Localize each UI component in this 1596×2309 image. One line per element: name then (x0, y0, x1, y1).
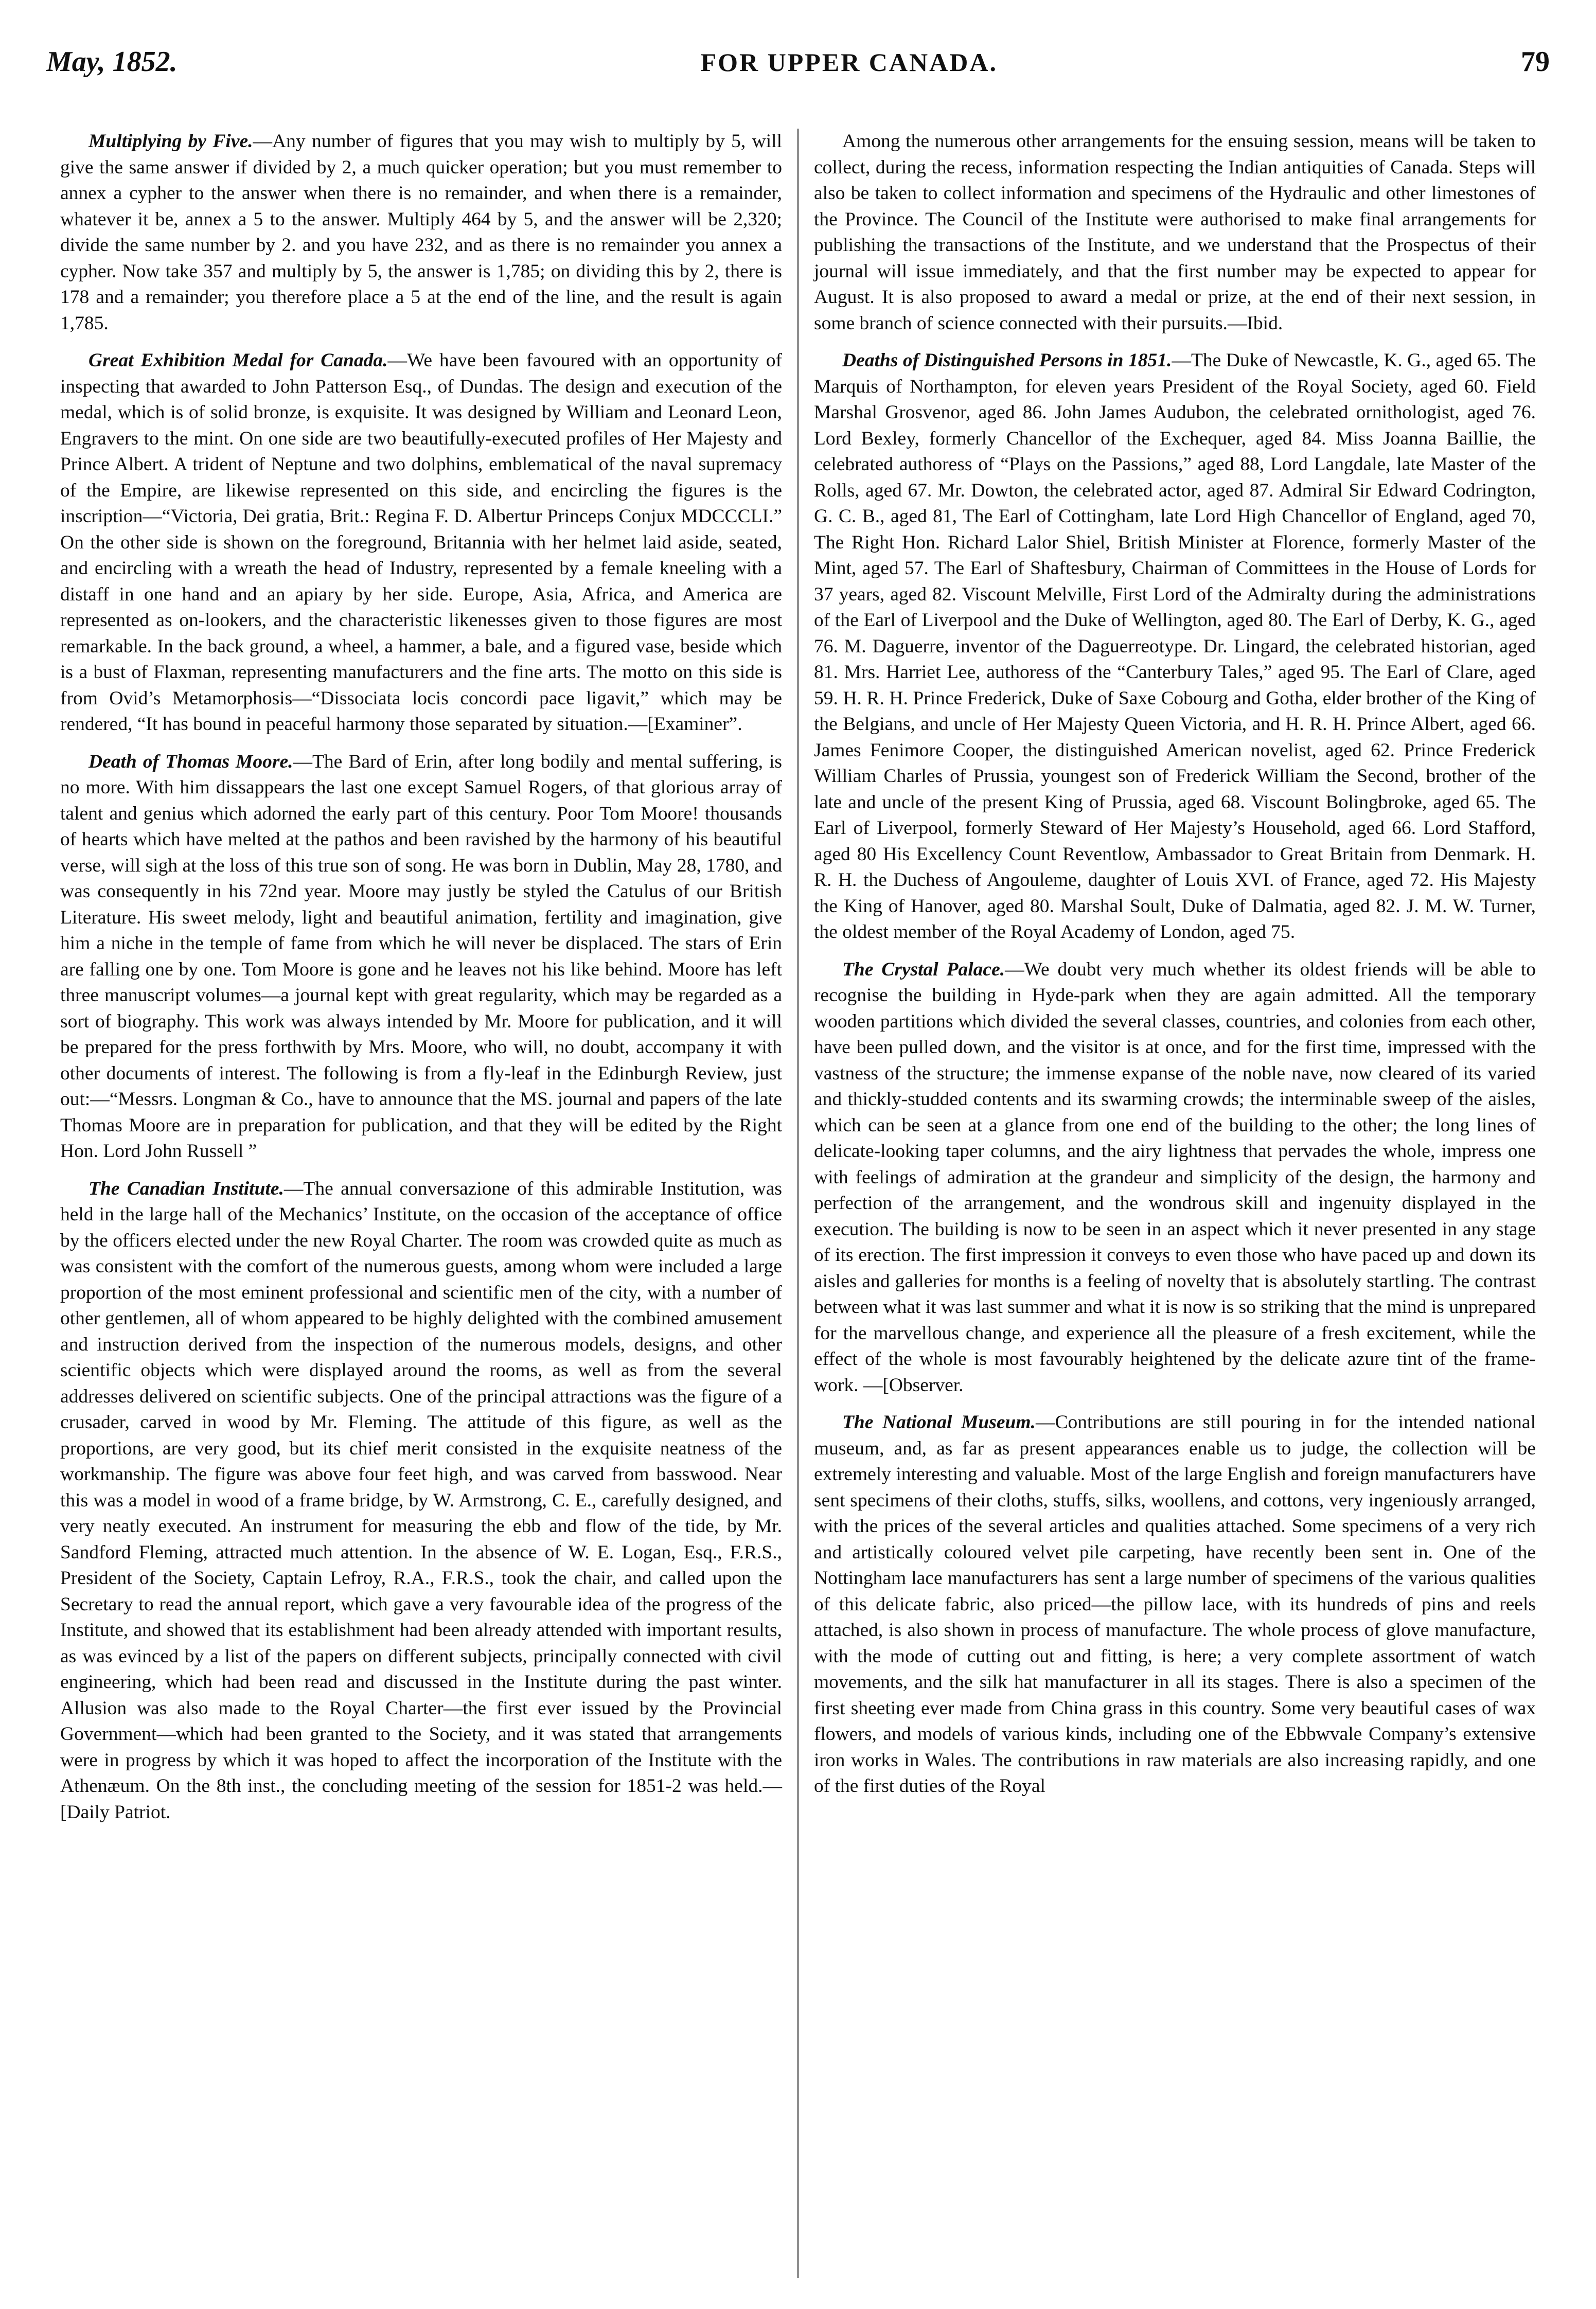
article-body: —The Duke of Newcastle, K. G., aged 65. The Marquis of Northampton, for eleven years President of the Royal Society, aged 60. Field Marshal Grosvenor, aged 86. John James Audubon, the celebrated ornithologist, aged 76. Lord Bexley, formerly Chancellor of the Exchequer, aged 84. Miss Joanna Baillie, the celebrated authoress of “Plays on the Passions,” aged 88, Lord Langdale, late Master of the Rolls, aged 67. Mr. Dowton, the celebrated actor, aged 87. Admiral Sir Edward Codrington, G. C. B., aged 81, The Earl of Cottingham, late Lord High Chancellor of England, aged 70, The Right Hon. Richard Lalor Shiel, British Minister at Florence, formerly Master of the Mint, aged 57. The Earl of Shaftesbury, Chairman of Committees in the House of Lords for 37 years, aged 82. Viscount Melville, First Lord of the Admiralty during the administrations of the Earl of Liverpool and the Duke of Wellington, aged 80. The Earl of Derby, K. G., aged 76. M. Daguerre, inventor of the Daguerreotype. Dr. Lingard, the celebrated historian, aged 81. Mrs. Harriet Lee, authoress of the “Canterbury Tales,” aged 95. The Earl of Clare, aged 59. H. R. H. Prince Frederick, Duke of Saxe Cobourg and Gotha, elder brother of the King of the Belgians, and uncle of Her Majesty Queen Victoria, and H. R. H. Prince Albert, aged 66. James Fenimore Cooper, the distinguished American novelist, aged 62. Prince Frederick William Charles of Prussia, youngest son of Frederick William the Second, brother of the late and uncle of the present King of Prussia, aged 68. Viscount Bolingbroke, aged 65. The Earl of Liverpool, formerly Steward of Her Majesty’s Household, aged 66. Lord Stafford, aged 80 His Excellency Count Reventlow, Ambassador to Great Britain from Denmark. H. R. H. the Duchess of Angouleme, daughter of Louis XVI. of France, aged 72. His Majesty the King of Hanover, aged 80. Marshal Soult, Duke of Dalmatia, aged 82. J. M. W. Turner, the oldest member of the Royal Academy of London, aged 75. (814, 350, 1536, 943)
article-body: —Contributions are still pouring in for the intended national museum, and, as far as present appearances enable us to judge, the collection will be extremely interesting and valuable. Most of the large English and foreign manufacturers have sent specimens of their cloths, stuffs, silks, woollens, and cottons, very ingeniously arranged, with the prices of the several articles and qualities attached. Some specimens of a very rich and artistically coloured velvet pile carpeting, have recently been sent in. One of the Nottingham lace manufacturers has sent a large number of specimens of the various qualities of this delicate fabric, also priced—the pillow lace, with its hundreds of pins and reels attached, is also shown in process of manufacture. The whole process of glove manufacture, with the mode of cutting out and fitting, is here; a very complete assortment of watch movements, and the silk hat manufacturer in all its stages. There is also a specimen of the first sheeting ever made from China grass in this country. Some very beautiful cases of wax flowers, and models of various kinds, including one of the Ebbwvale Company’s extensive iron works in Wales. The contributions in raw materials are also increasing rapidly, and one of the first duties of the Royal (814, 1412, 1536, 1797)
running-header (46, 45, 1550, 92)
article-death-of-thomas-moore (60, 749, 782, 1165)
article-headline: Deaths of Distinguished Persons in 1851. (842, 350, 1172, 371)
article-headline: Death of Thomas Moore. (88, 751, 293, 772)
article-headline: The Canadian Institute. (88, 1178, 284, 1199)
column-divider (797, 129, 799, 2278)
article-body: —The Bard of Erin, after long bodily and mental suffering, is no more. With him dissappears the last one except Samuel Rogers, of that glorious array of talent and genius which adorned the early part of this century. Poor Tom Moore! thousands of hearts which have melted at the pathos and been ravished by the harmony of his beautiful verse, will sigh at the loss of this true son of song. He was born in Dublin, May 28, 1780, and was consequently in his 72nd year. Moore may justly be styled the Catulus of our British Literature. His sweet melody, light and beautiful animation, fertility and imagination, give him a niche in the temple of fame from which he will never be displaced. The stars of Erin are falling one by one. Tom Moore is gone and he leaves not his like behind. Moore has left three manuscript volumes—a journal kept with great regularity, which may be regarded as a sort of biography. This work was always intended by Mr. Moore for publication, and it will be prepared for the press forthwith by Mrs. Moore, who will, no doubt, accompany it with other documents of interest. The following is from a fly-leaf in the Edinburgh Review, just out:—“Messrs. Longman & Co., have to announce that the MS. journal and papers of the late Thomas Moore are in preparation for publication, and that they will be edited by the Right Hon. Lord John Russell ” (60, 751, 782, 1162)
article-headline: The National Museum. (842, 1412, 1036, 1433)
article-canadian-institute (60, 1176, 782, 1826)
article-body: —We have been favoured with an opportunity of inspecting that awarded to John Patterson Esq., of Dundas. The design and execution of the medal, which is of solid bronze, is exquisite. It was designed by William and Leonard Leon, Engravers to the mint. On one side are two beautifully-executed profiles of Her Majesty and Prince Albert. A trident of Neptune and two dolphins, emblematical of the naval supremacy of the Empire, are likewise represented on this side, and encircling the figures is the inscription—“Victoria, Dei gratia, Brit.: Regina F. D. Albertur Princeps Conjux MDCCCLI.” On the other side is shown on the foreground, Britannia with her helmet laid aside, seated, and encircling with a wreath the head of Industry, represented by a female kneeling with a distaff in one hand and an apiary by her side. Europe, Asia, Africa, and America are represented as on-lookers, and the characteristic likenesses given to those figures are most remarkable. In the back ground, a wheel, a hammer, a bale, and a figured vase, beside which is a bust of Flaxman, representing manufacturers and the fine arts. The motto on this side is from Ovid’s Metamorphosis—“Dissociata locis concordi pace ligavit,” which may be rendered, “It has bound in peaceful harmony those separated by situation.—[Examiner”. (60, 350, 782, 735)
article-headline: Multiplying by Five. (88, 131, 253, 152)
article-headline: The Crystal Palace. (842, 958, 1005, 980)
article-national-museum (814, 1410, 1536, 1800)
article-body: —The annual conversazione of this admirable Institution, was held in the large hall of the Mechanics’ Institute, on the occasion of the acceptance of office by the officers elected under the new Royal Charter. The room was crowded quite as much as was consistent with the comfort of the numerous guests, among whom were included a large proportion of the most eminent professional and scientific men of the city, with a number of other gentlemen, all of whom appeared to be highly delighted with the combined amusement and instruction derived from the inspection of the numerous models, designs, and other scientific objects which were displayed around the rooms, as well as from the several addresses delivered on scientific subjects. One of the principal attractions was the figure of a crusader, carved in wood by Mr. Fleming. The attitude of this figure, as well as the proportions, are very good, but its chief merit consisted in the exquisite neatness of the workmanship. The figure was above four feet high, and was carved from basswood. Near this was a model in wood of a frame bridge, by W. Armstrong, C. E., carefully designed, and very neatly executed. An instrument for measuring the ebb and flow of the tide, by Mr. Sandford Fleming, attracted much attention. In the absence of W. E. Logan, Esq., F.R.S., President of the Society, Captain Lefroy, R.A., F.R.S., took the chair, and called upon the Secretary to read the annual report, which gave a very favourable idea of the progress of the Institute, and showed that its establishment had been already attended with important results, as was evinced by a list of the papers on different subjects, principally connected with civil engineering, which had been read and discussed in the Institute during the past winter. Allusion was also made to the Royal Charter—the first ever issued by the Provincial Government—which had been granted to the Society, and it was stated that arrangements were in progress by which it was hoped to affect the incorporation of the Institute with the Athenæum. On the 8th inst., the concluding meeting of the session for 1851-2 was held.—[Daily Patriot. (60, 1178, 782, 1823)
article-crystal-palace (814, 957, 1536, 1399)
article-body: —Any number of figures that you may wish to multiply by 5, will give the same answer if divided by 2, a much quicker operation; but you must remember to annex a cypher to the answer when there is no remainder, and when there is a remainder, whatever it be, annex a 5 to the answer. Multiply 464 by 5, and the answer will be 2,320; divide the same number by 2. and you have 232, and as there is no remainder you annex a cypher. Now take 357 and multiply by 5, the answer is 1,785; on dividing this by 2, there is 178 and a remainder; you therefore place a 5 at the end of the line, and the result is again 1,785. (60, 131, 782, 334)
publication-title: FOR UPPER CANADA. (700, 48, 998, 77)
article-institute-continued (814, 129, 1536, 336)
article-body: Among the numerous other arrangements for the ensuing session, means will be taken to collect, during the recess, information respecting the Indian antiquities of Canada. Steps will also be taken to collect information and specimens of the Hydraulic and other limestones of the Province. The Council of the Institute were authorised to make final arrangements for publishing the transactions of the Institute, and we understand that the Prospectus of their journal will issue immediately, and that the first number may be expected to appear for August. It is also proposed to award a medal or prize, at the end of their next session, in some branch of science connected with their pursuits.—Ibid. (814, 131, 1536, 334)
article-headline: Great Exhibition Medal for Canada. (88, 350, 388, 371)
article-exhibition-medal (60, 348, 782, 738)
left-column (49, 129, 793, 2278)
article-columns (49, 129, 1547, 2278)
article-deaths-1851 (814, 348, 1536, 946)
issue-date: May, 1852. (46, 46, 178, 78)
article-multiplying-by-five (60, 129, 782, 336)
article-body: —We doubt very much whether its oldest friends will be able to recognise the building in Hyde-park when they are again admitted. All the temporary wooden partitions which divided the several classes, countries, and colonies from each other, have been pulled down, and the visitor is at once, and for the first time, impressed with the vastness of the structure; the immense expanse of the noble nave, now cleared of its varied and thickly-studded contents and its swarming crowds; the interminable sweep of the aisles, which can be seen at a glance from one end of the building to the other; the long lines of delicate-looking taper columns, and the airy lightness that pervades the whole, impress one with feelings of admiration at the grandeur and simplicity of the design, the harmony and perfection of the arrangement, and the wondrous skill and ingenuity displayed in the execution. The building is now to be seen in an aspect which it never presented in any stage of its erection. The first impression it conveys to even those who have paced up and down its aisles and galleries for months is a feeling of novelty that is absolutely startling. The contrast between what it was last summer and what it is now is so striking that the mind is unprepared for the marvellous change, and experience all the pleasure of a fresh excitement, while the effect of the whole is most favourably heightened by the delicate azure tint of the frame-work. —[Observer. (814, 958, 1536, 1396)
page-number: 79 (1520, 46, 1550, 78)
right-column (803, 129, 1547, 2278)
